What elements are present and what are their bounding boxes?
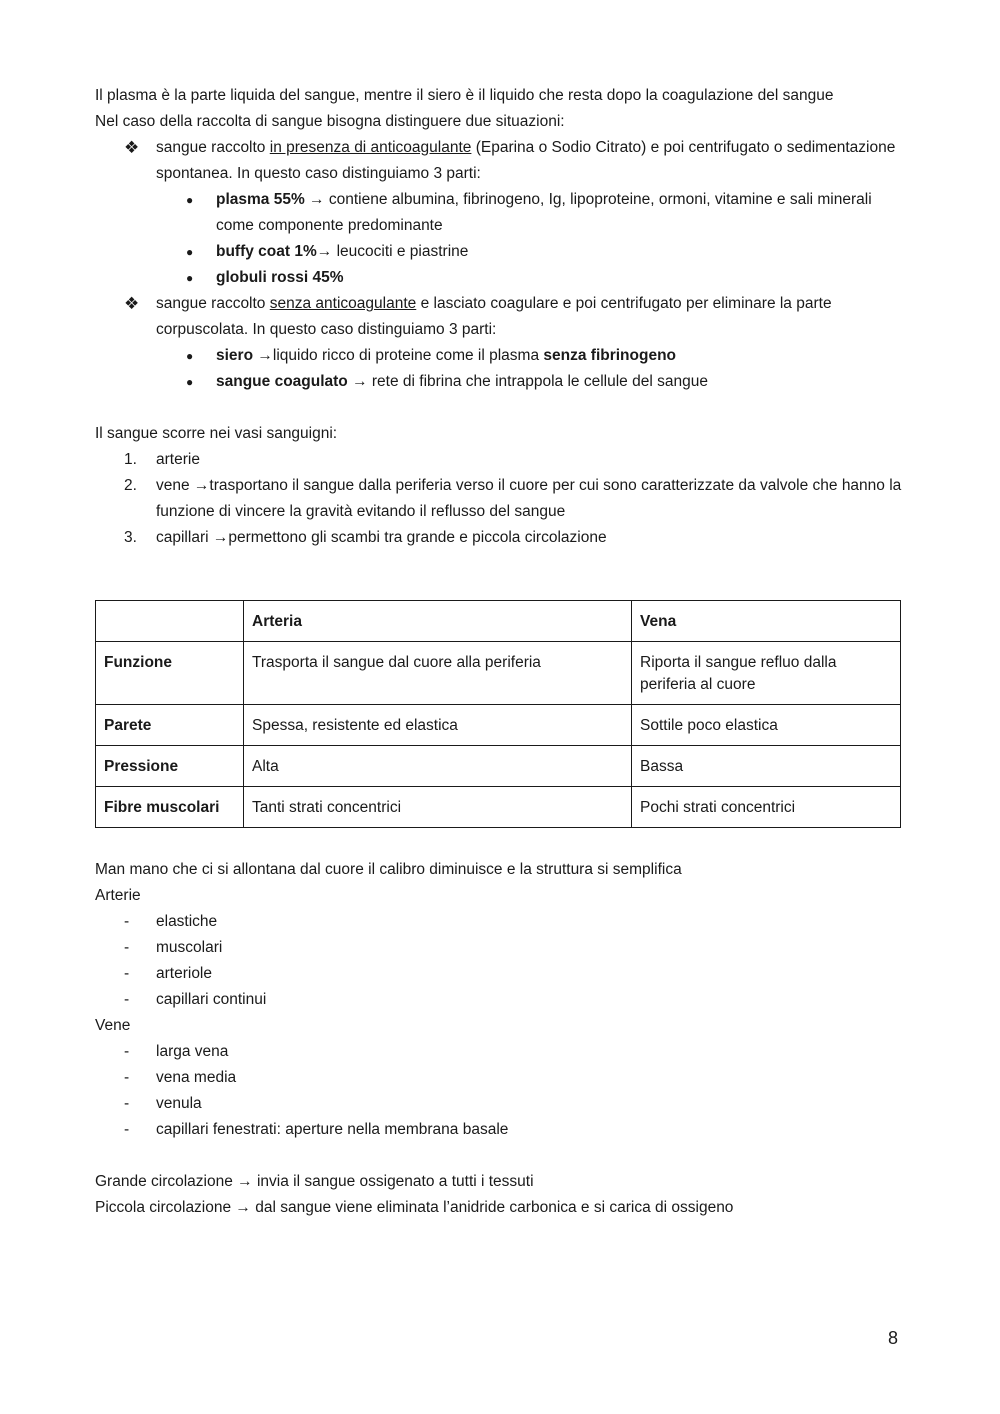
table-cell: Riporta il sangue refluo dalla periferia al cuore — [632, 642, 901, 705]
list-item — [95, 265, 905, 291]
table-header-cell: Arteria — [244, 601, 632, 642]
list-number: 1. — [124, 451, 137, 468]
diamond-bullet-icon: ❖ — [124, 294, 140, 313]
row-header-cell: Parete — [96, 705, 244, 746]
vene-heading: Vene — [95, 1017, 131, 1034]
case1-text: sangue raccolto in presenza di anticoagulante (Eparina o Sodio Citrato) e poi centrifugato o sedimentazione spontanea. In questo caso distinguiamo 3 parti: — [156, 139, 896, 182]
list-number: 2. — [124, 477, 137, 494]
ordered-list-item — [95, 447, 905, 473]
list-item: - capillari continui — [95, 987, 905, 1013]
dash-bullet: - — [124, 1095, 130, 1112]
case1-underlined: in presenza di anticoagulante — [269, 139, 472, 156]
intro-line-2: Nel caso della raccolta di sangue bisogna distinguere due situazioni: — [95, 113, 565, 130]
item-text: vene →trasportano il sangue dalla periferia verso il cuore per cui sono caratterizzate da valvole che hanno la funzione di vincere la gravità evitando il reflusso del sangue — [156, 477, 902, 520]
table-cell: Trasporta il sangue dal cuore alla periferia — [244, 642, 632, 705]
table-header-row — [96, 601, 901, 642]
list-item — [95, 187, 905, 239]
item-text: plasma 55% → contiene albumina, fibrinogeno, Ig, lipoproteine, ormoni, vitamine e sali minerali come componente predominante — [216, 191, 872, 234]
table-cell: Pochi strati concentrici — [632, 787, 901, 828]
page-number: 8 — [888, 1328, 899, 1348]
dash-bullet: - — [124, 939, 130, 956]
bullet-icon: ● — [186, 245, 194, 259]
ordered-list-item — [95, 525, 905, 551]
dash-bullet: - — [124, 965, 130, 982]
list-item — [95, 239, 905, 265]
lower-text — [95, 857, 905, 1221]
table-header-cell — [96, 601, 244, 642]
dash-bullet: - — [124, 1043, 130, 1060]
row-header-cell: Funzione — [96, 642, 244, 705]
case2-underlined: senza anticoagulante — [269, 295, 417, 312]
item-text: siero →liquido ricco di proteine come il plasma senza fibrinogeno — [216, 347, 677, 364]
row-header-cell: Fibre muscolari — [96, 787, 244, 828]
list-item: - arteriole — [95, 961, 905, 987]
list-item — [95, 369, 905, 395]
intro-line-1: Il plasma è la parte liquida del sangue, mentre il siero è il liquido che resta dopo la coagulazione del sangue — [95, 87, 834, 104]
table-row — [96, 746, 901, 787]
table-cell: Bassa — [632, 746, 901, 787]
list-number: 3. — [124, 529, 137, 546]
list-item: - elastiche — [95, 909, 905, 935]
table-cell: Sottile poco elastica — [632, 705, 901, 746]
list-item: - vena media — [95, 1065, 905, 1091]
bullet-icon: ● — [186, 375, 194, 389]
case2-text: sangue raccolto senza anticoagulante e lasciato coagulare e poi centrifugato per eliminare la parte corpuscolata. In questo caso distinguiamo 3 parti: — [156, 295, 832, 338]
case-without-anticoagulant — [95, 291, 905, 343]
upper-text — [95, 83, 905, 551]
dash-bullet: - — [124, 1121, 130, 1138]
table-cell: Alta — [244, 746, 632, 787]
row-header-cell: Pressione — [96, 746, 244, 787]
table-header-cell: Vena — [632, 601, 901, 642]
item-text: arterie — [156, 451, 200, 468]
dash-bullet: - — [124, 913, 130, 930]
list-item — [95, 343, 905, 369]
arterie-heading: Arterie — [95, 887, 141, 904]
list-item: - muscolari — [95, 935, 905, 961]
item-text: globuli rossi 45% — [216, 269, 344, 286]
list-item: - larga vena — [95, 1039, 905, 1065]
piccola-circolazione: Piccola circolazione → dal sangue viene eliminata l’anidride carbonica e si carica di ossigeno — [95, 1199, 734, 1216]
item-text: sangue coagulato → rete di fibrina che intrappola le cellule del sangue — [216, 373, 708, 390]
bullet-icon: ● — [186, 193, 194, 207]
item-text: capillari →permettono gli scambi tra grande e piccola circolazione — [156, 529, 607, 546]
artery-vein-table — [95, 600, 901, 828]
table-row — [96, 642, 901, 705]
table-cell: Spessa, resistente ed elastica — [244, 705, 632, 746]
case-with-anticoagulant — [95, 135, 905, 187]
caliber-line: Man mano che ci si allontana dal cuore il calibro diminuisce e la struttura si semplifica — [95, 861, 682, 878]
dash-bullet: - — [124, 1069, 130, 1086]
dash-bullet: - — [124, 991, 130, 1008]
list-item: - venula — [95, 1091, 905, 1117]
bullet-icon: ● — [186, 349, 194, 363]
ordered-list-item — [95, 473, 905, 525]
bullet-icon: ● — [186, 271, 194, 285]
table-row — [96, 705, 901, 746]
vessels-heading: Il sangue scorre nei vasi sanguigni: — [95, 425, 338, 442]
table-cell: Tanti strati concentrici — [244, 787, 632, 828]
table-row — [96, 787, 901, 828]
item-text: buffy coat 1%→ leucociti e piastrine — [216, 243, 469, 260]
diamond-bullet-icon: ❖ — [124, 138, 140, 157]
list-item: - capillari fenestrati: aperture nella membrana basale — [95, 1117, 905, 1143]
grande-circolazione: Grande circolazione → invia il sangue ossigenato a tutti i tessuti — [95, 1173, 534, 1190]
